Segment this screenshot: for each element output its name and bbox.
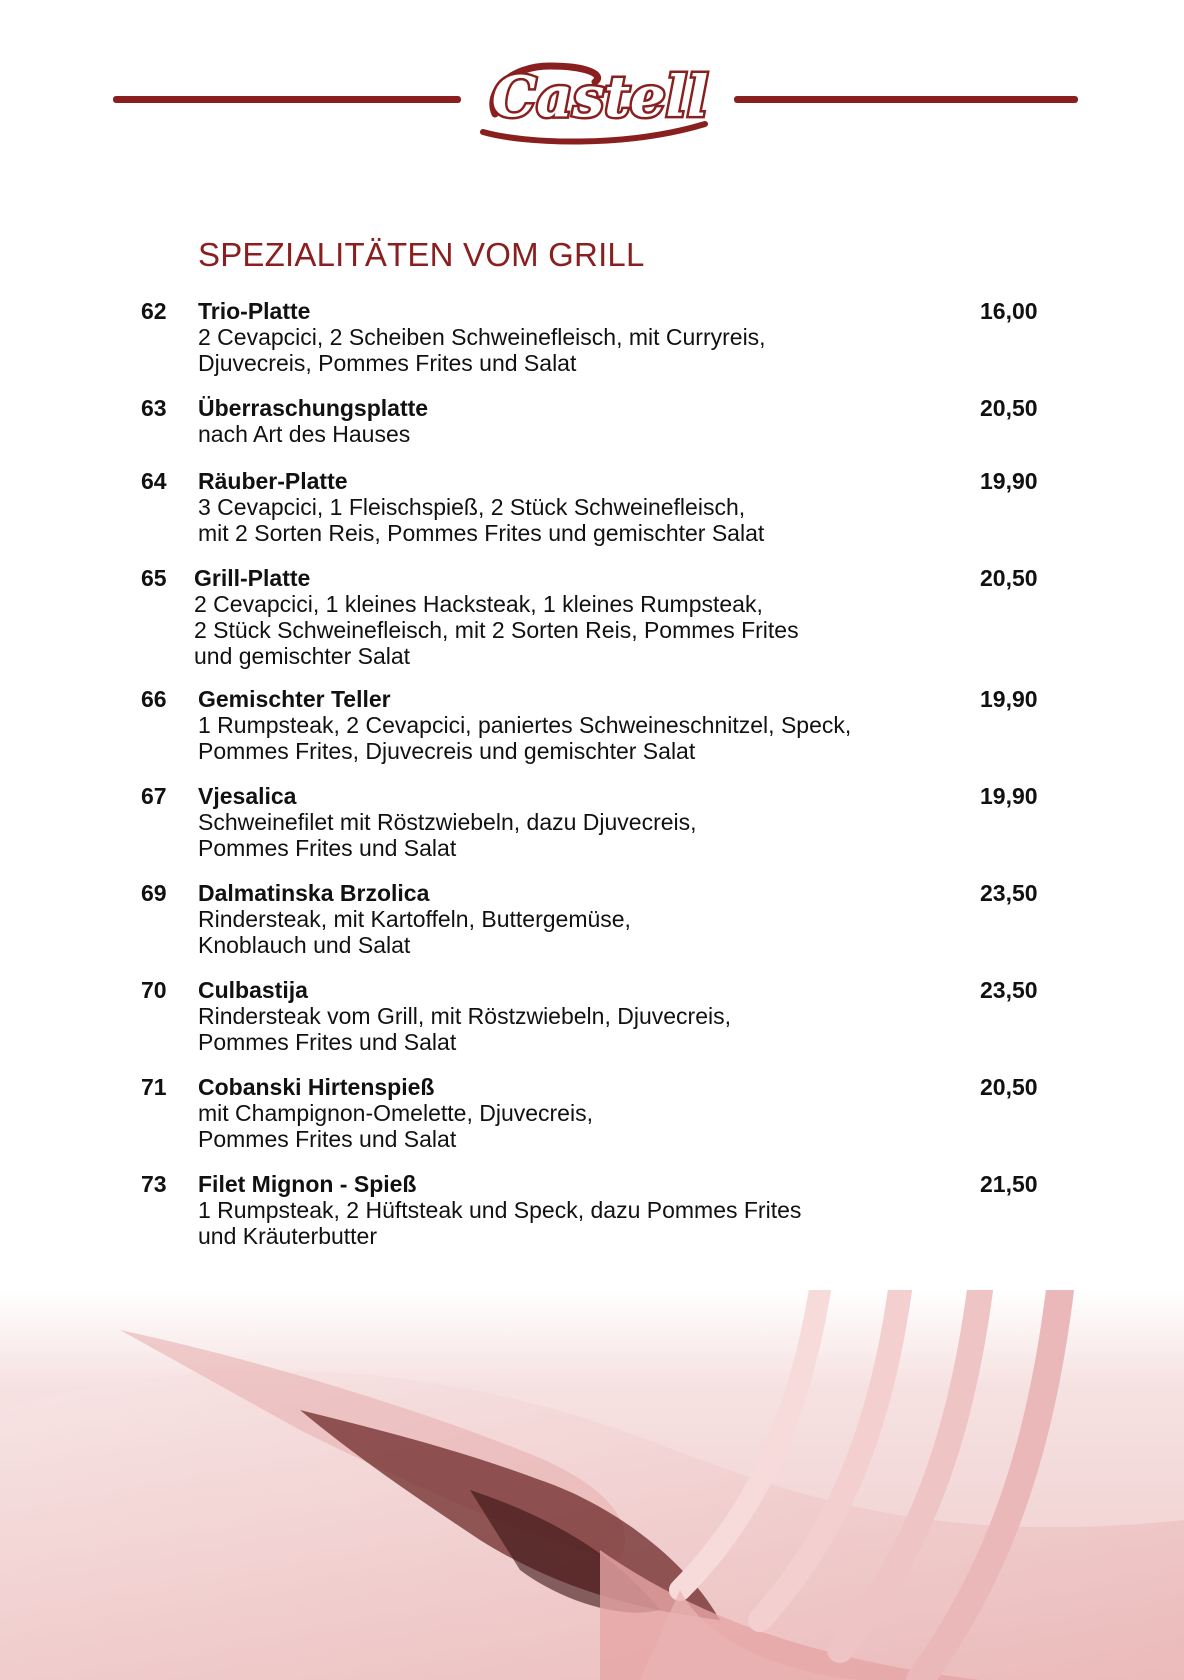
description-line: und gemischter Salat	[194, 643, 411, 669]
item-price: 20,50	[980, 1074, 1038, 1100]
item-name: Filet Mignon - Spieß	[198, 1171, 417, 1197]
item-number: 66	[141, 686, 167, 712]
description-line: Pommes Frites und Salat	[198, 835, 457, 861]
item-price: 19,90	[980, 686, 1038, 712]
header-rule-left	[113, 96, 461, 103]
description-line: Pommes Frites, Djuvecreis und gemischter Salat	[198, 738, 696, 764]
item-number: 67	[141, 783, 167, 809]
item-number: 63	[141, 395, 167, 421]
item-description	[194, 591, 914, 669]
description-line: mit 2 Sorten Reis, Pommes Frites und gemischter Salat	[198, 520, 765, 546]
item-number: 64	[141, 468, 167, 494]
item-name: Cobanski Hirtenspieß	[198, 1074, 435, 1100]
logo-text: Castell	[491, 64, 709, 130]
item-description	[198, 1003, 918, 1055]
item-number: 70	[141, 977, 167, 1003]
item-description	[198, 1100, 918, 1152]
description-line: Pommes Frites und Salat	[198, 1029, 457, 1055]
description-line: und Kräuterbutter	[198, 1223, 378, 1249]
item-price: 19,90	[980, 783, 1038, 809]
item-price: 23,50	[980, 977, 1038, 1003]
description-line: Rindersteak, mit Kartoffeln, Buttergemüse,	[198, 906, 631, 932]
description-line: Rindersteak vom Grill, mit Röstzwiebeln, Djuvecreis,	[198, 1003, 731, 1029]
item-description	[198, 421, 918, 447]
item-name: Überraschungsplatte	[198, 395, 429, 421]
item-name: Culbastija	[198, 977, 308, 1003]
item-description	[198, 324, 918, 376]
description-line: 2 Cevapcici, 1 kleines Hacksteak, 1 kleines Rumpsteak,	[194, 591, 763, 617]
item-price: 21,50	[980, 1171, 1038, 1197]
item-price: 20,50	[980, 395, 1038, 421]
item-description	[198, 809, 918, 861]
item-description	[198, 906, 918, 958]
item-description	[198, 1197, 918, 1249]
description-line: 3 Cevapcici, 1 Fleischspieß, 2 Stück Schweinefleisch,	[198, 494, 746, 520]
section-title: SPEZIALITÄTEN VOM GRILL	[198, 236, 645, 273]
description-line: mit Champignon-Omelette, Djuvecreis,	[198, 1100, 593, 1126]
cutlery-background-image	[0, 1290, 1184, 1680]
description-line: Knoblauch und Salat	[198, 932, 411, 958]
item-number: 69	[141, 880, 167, 906]
item-number: 65	[141, 565, 167, 591]
item-name: Trio-Platte	[198, 298, 311, 324]
item-name: Gemischter Teller	[198, 686, 391, 712]
description-line: 1 Rumpsteak, 2 Cevapcici, paniertes Schweineschnitzel, Speck,	[198, 712, 852, 738]
description-line: 2 Cevapcici, 2 Scheiben Schweinefleisch, mit Curryreis,	[198, 324, 766, 350]
header-rule-right	[734, 96, 1078, 103]
description-line: nach Art des Hauses	[198, 421, 411, 447]
item-name: Räuber-Platte	[198, 468, 348, 494]
description-line: 2 Stück Schweinefleisch, mit 2 Sorten Reis, Pommes Frites	[194, 617, 799, 643]
item-name: Dalmatinska Brzolica	[198, 880, 430, 906]
castell-logo	[455, 52, 745, 152]
item-description	[198, 712, 918, 764]
item-number: 73	[141, 1171, 167, 1197]
item-name: Vjesalica	[198, 783, 297, 809]
description-line: Djuvecreis, Pommes Frites und Salat	[198, 350, 577, 376]
item-description	[198, 494, 918, 546]
item-price: 16,00	[980, 298, 1038, 324]
description-line: Pommes Frites und Salat	[198, 1126, 457, 1152]
item-number: 62	[141, 298, 167, 324]
item-number: 71	[141, 1074, 167, 1100]
description-line: Schweinefilet mit Röstzwiebeln, dazu Djuvecreis,	[198, 809, 697, 835]
item-price: 23,50	[980, 880, 1038, 906]
item-price: 19,90	[980, 468, 1038, 494]
item-price: 20,50	[980, 565, 1038, 591]
item-name: Grill-Platte	[194, 565, 311, 591]
description-line: 1 Rumpsteak, 2 Hüftsteak und Speck, dazu Pommes Frites	[198, 1197, 802, 1223]
